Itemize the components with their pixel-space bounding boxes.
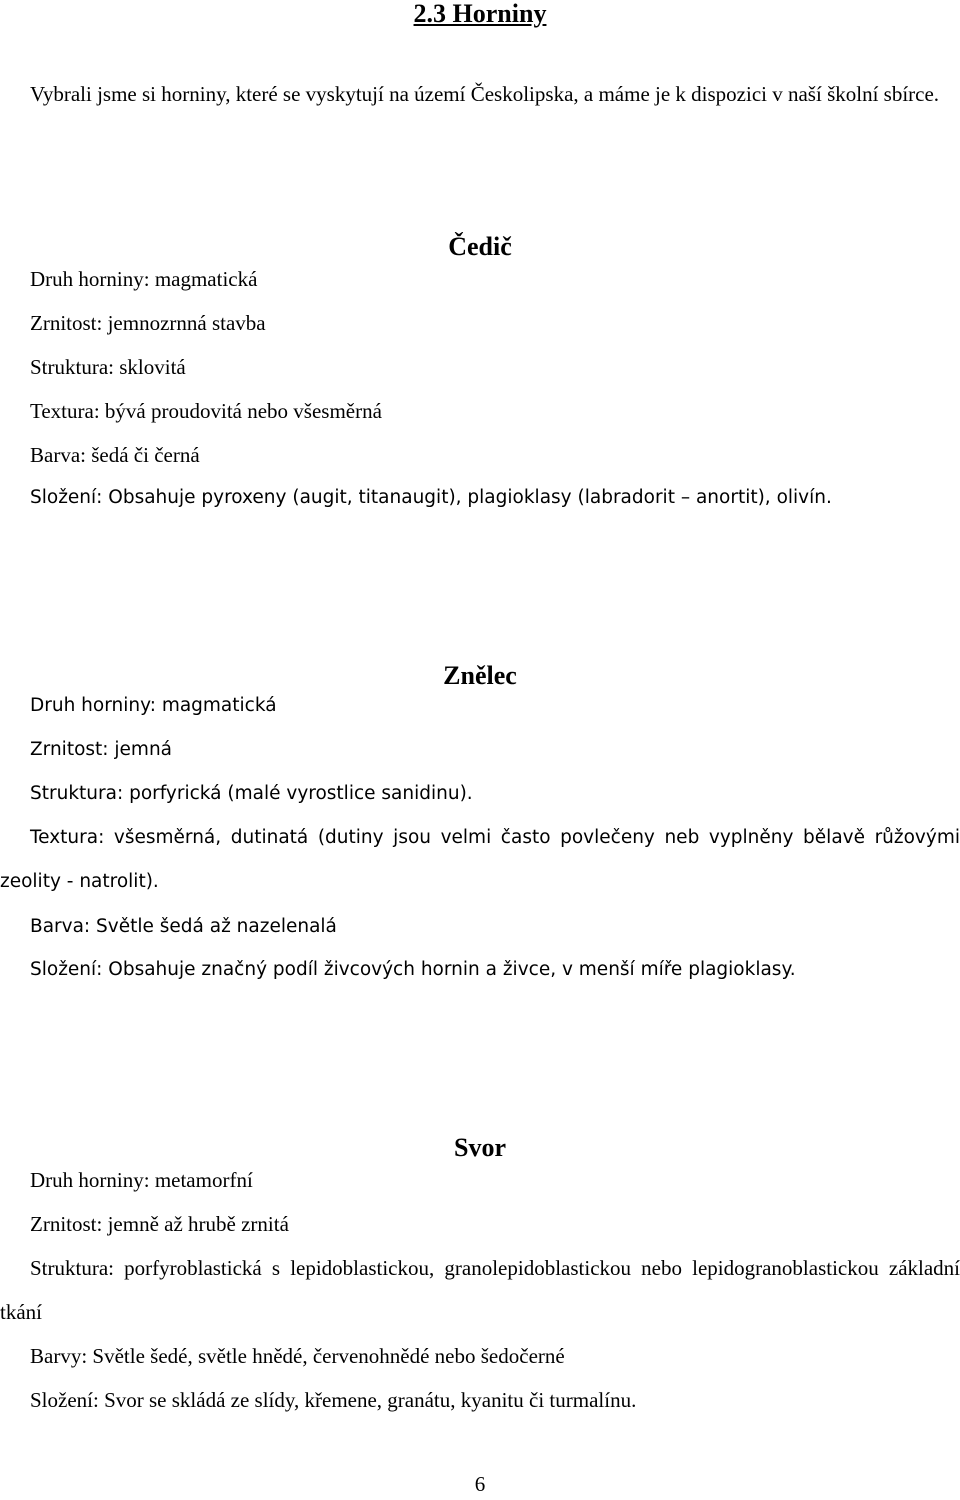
rock-name-svor: Svor <box>454 1133 506 1162</box>
cedic-barva: Barva: šedá či černá <box>30 443 200 467</box>
znelec-slozeni: Složení: Obsahuje značný podíl živcových hornin a živce, v menší míře plagioklasy. <box>30 959 796 980</box>
znelec-barva: Barva: Světle šedá až nazelenalá <box>30 916 337 937</box>
svor-barvy: Barvy: Světle šedé, světle hnědé, červenohnědé nebo šedočerné <box>30 1344 565 1368</box>
cedic-zrnitost: Zrnitost: jemnozrnná stavba <box>30 311 266 335</box>
cedic-slozeni: Složení: Obsahuje pyroxeny (augit, titanaugit), plagioklasy (labradorit – anortit), olivín. <box>30 487 832 508</box>
rock-name-znelec: Znělec <box>443 661 517 690</box>
cedic-druh: Druh horniny: magmatická <box>30 267 258 291</box>
page-heading: 2.3 Horniny <box>413 0 547 28</box>
intro-paragraph: Vybrali jsme si horniny, které se vyskytují na území Českolipska, a máme je k dispozici v naší školní sbírce. <box>30 82 940 106</box>
svor-slozeni: Složení: Svor se skládá ze slídy, křemene, granátu, kyanitu či turmalínu. <box>30 1388 637 1412</box>
znelec-druh: Druh horniny: magmatická <box>30 695 277 716</box>
znelec-textura: Textura: všesměrná, dutinatá (dutiny jsou velmi často povlečeny neb vyplněny bělavě růžovými zeolity - natrolit). <box>0 827 960 892</box>
cedic-struktura: Struktura: sklovitá <box>30 355 186 379</box>
svor-struktura: Struktura: porfyroblastická s lepidoblastickou, granolepidoblastickou nebo lepidogranoblastickou základní tkání <box>0 1256 960 1324</box>
znelec-struktura: Struktura: porfyrická (malé vyrostlice sanidinu). <box>30 783 473 804</box>
znelec-zrnitost: Zrnitost: jemná <box>30 739 173 760</box>
svor-zrnitost: Zrnitost: jemně až hrubě zrnitá <box>30 1212 289 1236</box>
svor-druh: Druh horniny: metamorfní <box>30 1168 253 1192</box>
cedic-textura: Textura: bývá proudovitá nebo všesměrná <box>30 399 382 423</box>
page-number: 6 <box>474 1472 486 1496</box>
rock-name-cedic: Čedič <box>448 232 512 261</box>
